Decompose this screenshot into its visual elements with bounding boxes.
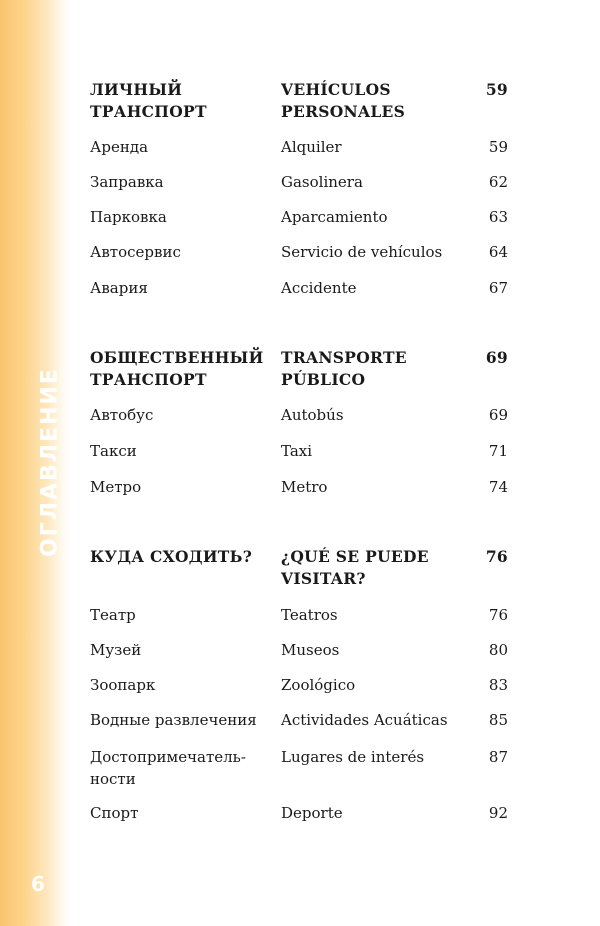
toc-header-page: 76	[485, 547, 508, 566]
toc-item-page: 71	[488, 442, 508, 460]
section-title-vertical: ОГЛАВЛЕНИЕ	[37, 367, 63, 557]
toc-item-page: 74	[488, 478, 508, 496]
toc-item-page: 64	[488, 243, 508, 261]
toc-item-es: Deporte	[281, 804, 343, 822]
toc-item-es: Autobús	[281, 406, 344, 424]
toc-item-es: Actividades Acuáticas	[281, 711, 448, 729]
toc-header-es: ¿QUÉ SE PUEDE VISITAR?	[281, 547, 429, 588]
toc-item-ru: Заправка	[90, 173, 164, 191]
toc-header-ru: ОБЩЕСТВЕННЫЙ ТРАНСПОРТ	[90, 348, 264, 389]
toc-item-ru: Спорт	[90, 804, 139, 822]
toc-item-es: Gasolinera	[281, 173, 363, 191]
sidebar	[0, 0, 70, 926]
toc-item-ru: Музей	[90, 641, 142, 659]
toc-item-ru: Автобус	[90, 406, 154, 424]
toc-header-es: TRANSPORTE PÚBLICO	[281, 348, 407, 389]
toc-item-es: Teatros	[281, 606, 338, 624]
toc-item-page: 80	[488, 641, 508, 659]
toc-item-ru: Авария	[90, 279, 148, 297]
toc-item-page: 69	[488, 406, 508, 424]
toc-item-es: Taxi	[281, 442, 313, 460]
toc-item-ru: Аренда	[90, 138, 149, 156]
toc-header-es: VEHÍCULOS PERSONALES	[281, 80, 406, 121]
toc-item-es: Zoológico	[281, 676, 356, 694]
toc-header-page: 69	[485, 348, 508, 367]
toc-item-ru: Такси	[90, 442, 137, 460]
toc-item-ru: Автосервис	[90, 243, 181, 261]
toc-item-ru: Театр	[90, 606, 136, 624]
toc-header-page: 59	[485, 80, 508, 99]
toc-item-page: 62	[488, 173, 508, 191]
toc-item-es: Aparcamiento	[281, 208, 388, 226]
toc-item-page: 63	[488, 208, 508, 226]
toc-header-ru: КУДА СХОДИТЬ?	[90, 547, 253, 566]
toc-item-page: 85	[488, 711, 508, 729]
toc-item-page: 87	[488, 748, 508, 766]
toc-item-es: Alquiler	[281, 138, 342, 156]
toc-item-es: Museos	[281, 641, 340, 659]
toc-item-page: 67	[488, 279, 508, 297]
toc-item-es: Servicio de vehículos	[281, 243, 443, 261]
page-number: 6	[31, 872, 45, 896]
toc-item-page: 92	[488, 804, 508, 822]
toc-item-ru: Метро	[90, 478, 142, 496]
toc-item-ru: Парковка	[90, 208, 167, 226]
toc-item-ru: Водные развлечения	[90, 711, 257, 729]
toc-header-ru: ЛИЧНЫЙ ТРАНСПОРТ	[90, 80, 207, 121]
toc-item-page: 83	[488, 676, 508, 694]
toc-item-es: Lugares de interés	[281, 748, 425, 766]
toc-item-es: Metro	[281, 478, 328, 496]
toc-item-ru: Достопримечатель-ности	[90, 748, 246, 788]
toc-item-page: 59	[488, 138, 508, 156]
toc-item-page: 76	[488, 606, 508, 624]
toc-item-es: Accidente	[281, 279, 357, 297]
toc-item-ru: Зоопарк	[90, 676, 156, 694]
